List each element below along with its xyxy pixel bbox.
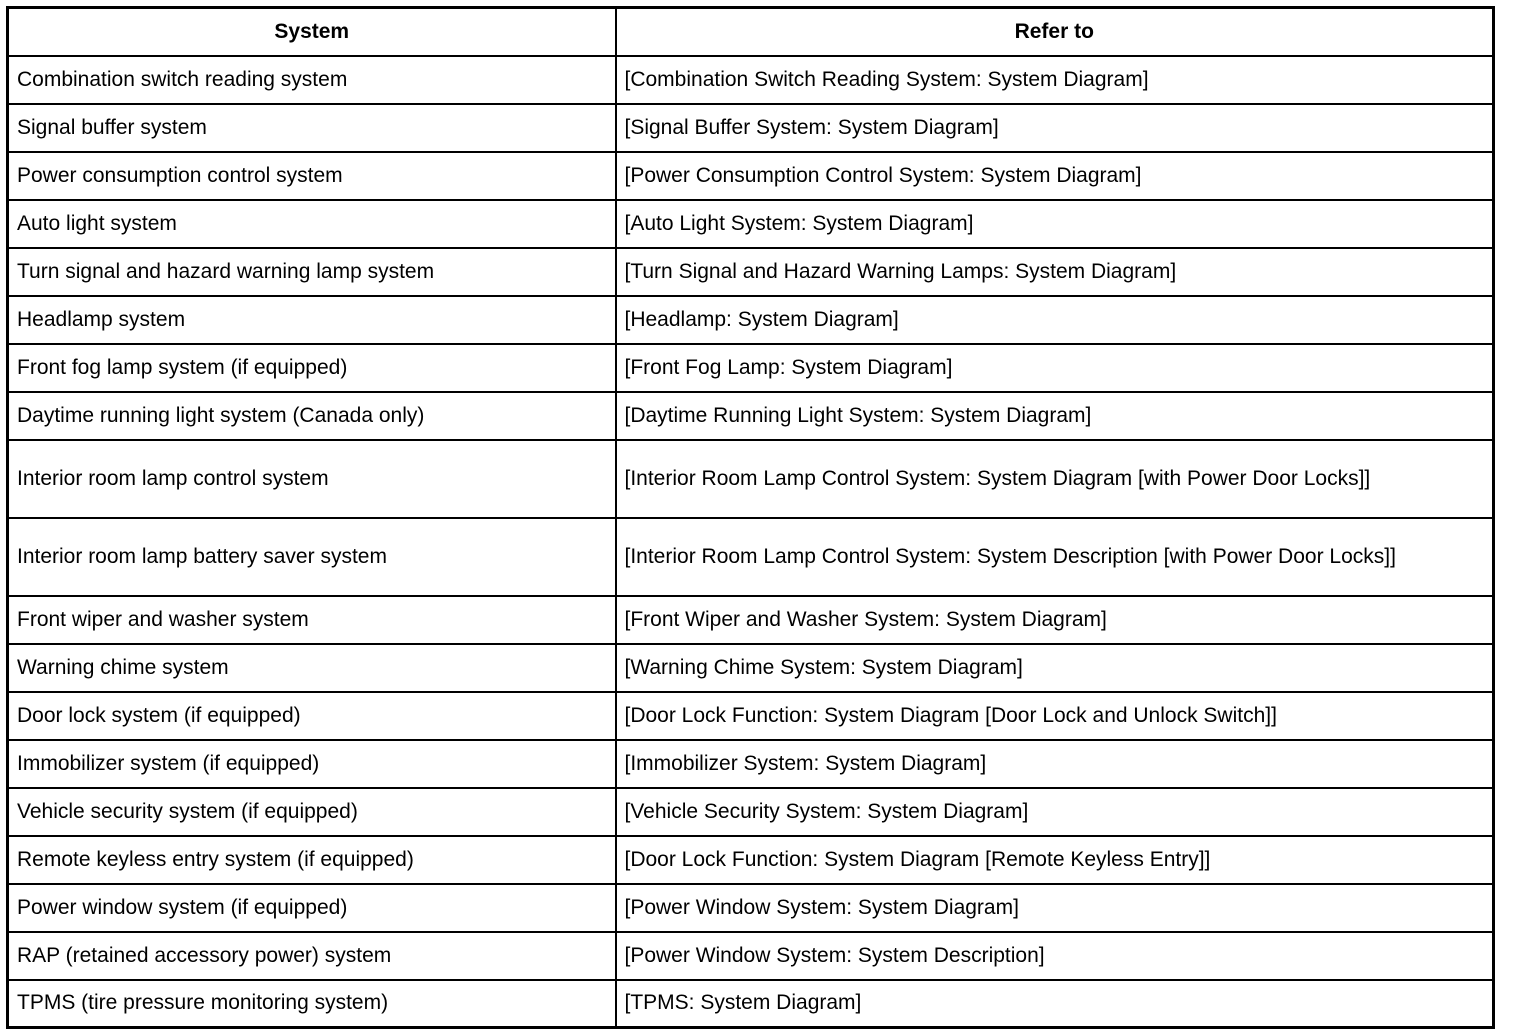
table-row [8, 200, 1494, 248]
header-row [8, 8, 1494, 56]
refer-to-cell: [Power Consumption Control System: System Diagram] [616, 152, 1494, 200]
refer-to-cell: [Combination Switch Reading System: System Diagram] [616, 56, 1494, 104]
table-row [8, 596, 1494, 644]
system-cell: Combination switch reading system [8, 56, 616, 104]
table-row [8, 692, 1494, 740]
refer-to-cell: [Immobilizer System: System Diagram] [616, 740, 1494, 788]
refer-to-cell: [Power Window System: System Description] [616, 932, 1494, 980]
system-cell: Vehicle security system (if equipped) [8, 788, 616, 836]
table-row [8, 788, 1494, 836]
table-row [8, 836, 1494, 884]
table-row [8, 152, 1494, 200]
table-row [8, 56, 1494, 104]
refer-to-cell: [Door Lock Function: System Diagram [Remote Keyless Entry]] [616, 836, 1494, 884]
system-cell: Power consumption control system [8, 152, 616, 200]
refer-to-cell: [TPMS: System Diagram] [616, 980, 1494, 1028]
system-cell: Headlamp system [8, 296, 616, 344]
refer-to-cell: [Signal Buffer System: System Diagram] [616, 104, 1494, 152]
system-cell: Interior room lamp battery saver system [8, 518, 616, 596]
system-cell: Door lock system (if equipped) [8, 692, 616, 740]
table-row [8, 440, 1494, 518]
refer-to-cell: [Front Wiper and Washer System: System Diagram] [616, 596, 1494, 644]
table-row [8, 296, 1494, 344]
refer-to-cell: [Vehicle Security System: System Diagram] [616, 788, 1494, 836]
table-row [8, 644, 1494, 692]
system-cell: Daytime running light system (Canada only) [8, 392, 616, 440]
refer-to-cell: [Turn Signal and Hazard Warning Lamps: System Diagram] [616, 248, 1494, 296]
refer-to-cell: [Door Lock Function: System Diagram [Door Lock and Unlock Switch]] [616, 692, 1494, 740]
system-cell: Turn signal and hazard warning lamp system [8, 248, 616, 296]
table-row [8, 740, 1494, 788]
system-cell: RAP (retained accessory power) system [8, 932, 616, 980]
refer-to-cell: [Headlamp: System Diagram] [616, 296, 1494, 344]
refer-to-cell: [Interior Room Lamp Control System: System Diagram [with Power Door Locks]] [616, 440, 1494, 518]
system-cell: Power window system (if equipped) [8, 884, 616, 932]
table-row [8, 884, 1494, 932]
table-row [8, 248, 1494, 296]
table-row [8, 344, 1494, 392]
table-row [8, 980, 1494, 1028]
refer-to-cell: [Front Fog Lamp: System Diagram] [616, 344, 1494, 392]
system-cell: Remote keyless entry system (if equipped) [8, 836, 616, 884]
table-row [8, 932, 1494, 980]
refer-to-cell: [Power Window System: System Diagram] [616, 884, 1494, 932]
system-cell: Signal buffer system [8, 104, 616, 152]
table-row [8, 392, 1494, 440]
table-row [8, 104, 1494, 152]
header-system: System [8, 8, 616, 56]
system-cell: Interior room lamp control system [8, 440, 616, 518]
header-refer-to: Refer to [616, 8, 1494, 56]
refer-to-cell: [Daytime Running Light System: System Diagram] [616, 392, 1494, 440]
system-cell: TPMS (tire pressure monitoring system) [8, 980, 616, 1028]
system-cell: Auto light system [8, 200, 616, 248]
system-reference-table [6, 6, 1495, 1029]
refer-to-cell: [Warning Chime System: System Diagram] [616, 644, 1494, 692]
system-cell: Front wiper and washer system [8, 596, 616, 644]
system-cell: Front fog lamp system (if equipped) [8, 344, 616, 392]
refer-to-cell: [Auto Light System: System Diagram] [616, 200, 1494, 248]
system-cell: Warning chime system [8, 644, 616, 692]
table-row [8, 518, 1494, 596]
system-cell: Immobilizer system (if equipped) [8, 740, 616, 788]
refer-to-cell: [Interior Room Lamp Control System: System Description [with Power Door Locks]] [616, 518, 1494, 596]
